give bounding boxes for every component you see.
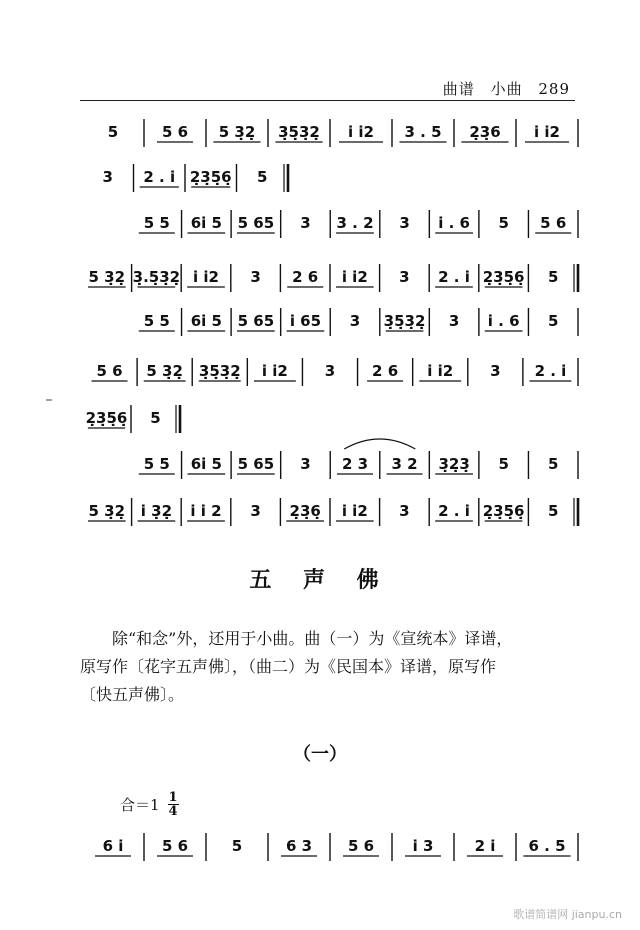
header-subsection: 小曲 (490, 80, 523, 98)
description-line-3: 〔快五声佛〕。 (80, 685, 185, 704)
note-group: i 3 (412, 837, 434, 855)
note-group: 3 (490, 362, 501, 380)
note-group: 6 i (102, 837, 124, 855)
time-signature-denominator: 4 (168, 804, 178, 819)
note-group: 2 6 (292, 268, 319, 286)
note-group: 2̣3̣6̣ (289, 502, 321, 520)
note-group: i i2 (534, 123, 560, 141)
section-title: 五 声 佛 (249, 567, 391, 593)
note-group: 6 3 (285, 837, 313, 855)
note-group: 3 (399, 268, 410, 286)
note-group: i i2 (193, 268, 219, 286)
note-group: i i2 (341, 502, 368, 520)
header-section: 曲谱 (442, 80, 475, 98)
note-group: i i2 (427, 362, 454, 380)
note-group: 3̣2̣3̣ (438, 455, 470, 473)
note-group: 3̣5̣3̣2̣ (383, 312, 426, 330)
note-group: i i2 (348, 123, 374, 141)
note-group: 5 3̣2̣ (146, 362, 183, 380)
note-group: 2 . i (534, 362, 567, 380)
slur (344, 439, 415, 449)
note-group: 2̣3̣5̣6̣ (482, 268, 525, 286)
note-group: 5 (107, 123, 119, 141)
note-group: 6i 5 (190, 214, 222, 232)
note-group: 5 65 (237, 312, 275, 330)
note-group: 2 . i (143, 168, 176, 186)
note-group: 5 6 (540, 214, 567, 232)
note-group: i 3̣2̣ (140, 502, 173, 520)
note-group: 6i 5 (190, 455, 222, 473)
note-group: 2̣3̣6 (469, 123, 501, 141)
note-group: 3̣5̣3̣2̣ (198, 362, 241, 380)
note-group: 6i 5 (190, 312, 222, 330)
note-group: 3 (300, 214, 311, 232)
note-group: 2̣3̣5̣6̣ (189, 168, 232, 186)
note-group: i i 2 (190, 502, 222, 520)
note-group: i . 6 (438, 214, 470, 232)
time-signature-numerator: 1 (168, 790, 178, 805)
note-group: 5 65 (237, 455, 275, 473)
note-group: 5 (498, 455, 509, 473)
note-group: 5 (150, 409, 161, 427)
note-group: 5 (231, 837, 243, 855)
tempo-label: 合＝1 (120, 796, 160, 814)
note-group: 5 6 (161, 837, 189, 855)
note-group: 2 i (474, 837, 496, 855)
note-group: 3̣5̣3̣2̣ (278, 123, 320, 141)
note-group: 5 (547, 268, 559, 286)
note-group: 5 5 (143, 455, 170, 473)
note-group: 3̣.5̣3̣2̣ (132, 268, 181, 286)
note-group: 5 6 (96, 362, 123, 380)
note-group: 5 (548, 312, 559, 330)
note-group: 5 3̣2̣ (218, 123, 256, 141)
note-group: 2 . i (438, 268, 470, 286)
page-number: 289 (538, 80, 570, 98)
note-group: 5 (257, 168, 268, 186)
note-group: 5 (498, 214, 509, 232)
note-group: 3 (349, 312, 361, 330)
note-group: 2 6 (372, 362, 399, 380)
note-group: 5 (548, 455, 559, 473)
note-group: 6 . 5 (528, 837, 566, 855)
description-line-2: 原写作〔花字五声佛〕，（曲二）为《民国本》译谱，原写作 (80, 657, 497, 676)
note-group: 5 5 (143, 214, 170, 232)
note-group: 3 . 2 (336, 214, 374, 232)
piece-subtitle: （一） (293, 744, 347, 765)
note-group: 3 (324, 362, 336, 380)
note-group: 5 5 (143, 312, 170, 330)
note-group: 3 (448, 312, 460, 330)
note-group: 3 . 5 (404, 123, 442, 141)
note-group: 5 3̣2̣ (88, 268, 126, 286)
note-group: 3 (399, 502, 410, 520)
watermark: 歌谱简谱网 jianpu.cn (513, 908, 622, 921)
note-group: 5 6 (161, 123, 189, 141)
note-group: i . 6 (487, 312, 520, 330)
note-group: 2 . i (438, 502, 470, 520)
note-group: i i2 (341, 268, 368, 286)
note-group: 5 (547, 502, 559, 520)
tempo-marking (120, 791, 179, 818)
note-group: i i2 (261, 362, 288, 380)
note-group: 2 3 (341, 455, 369, 473)
note-group: 5 3̣2̣ (88, 502, 126, 520)
note-group: 3 (300, 455, 311, 473)
note-group: 2̣3̣5̣6̣ (85, 409, 128, 427)
note-group: 5 65 (237, 214, 275, 232)
description-paragraph (80, 625, 580, 709)
note-group: 5 6 (347, 837, 375, 855)
note-group: 3 (250, 502, 261, 520)
time-signature (168, 791, 179, 818)
note-group: 3 (102, 168, 113, 186)
description-line-1: 除“和念”外，还用于小曲。曲（一）为《宣统本》译谱， (112, 629, 513, 648)
note-group: 3 (250, 268, 261, 286)
note-group: 3 2 (391, 455, 418, 473)
note-group: 3 (399, 214, 410, 232)
note-group: i 65 (289, 312, 322, 330)
note-group: 2̣3̣5̣6̣ (482, 502, 525, 520)
